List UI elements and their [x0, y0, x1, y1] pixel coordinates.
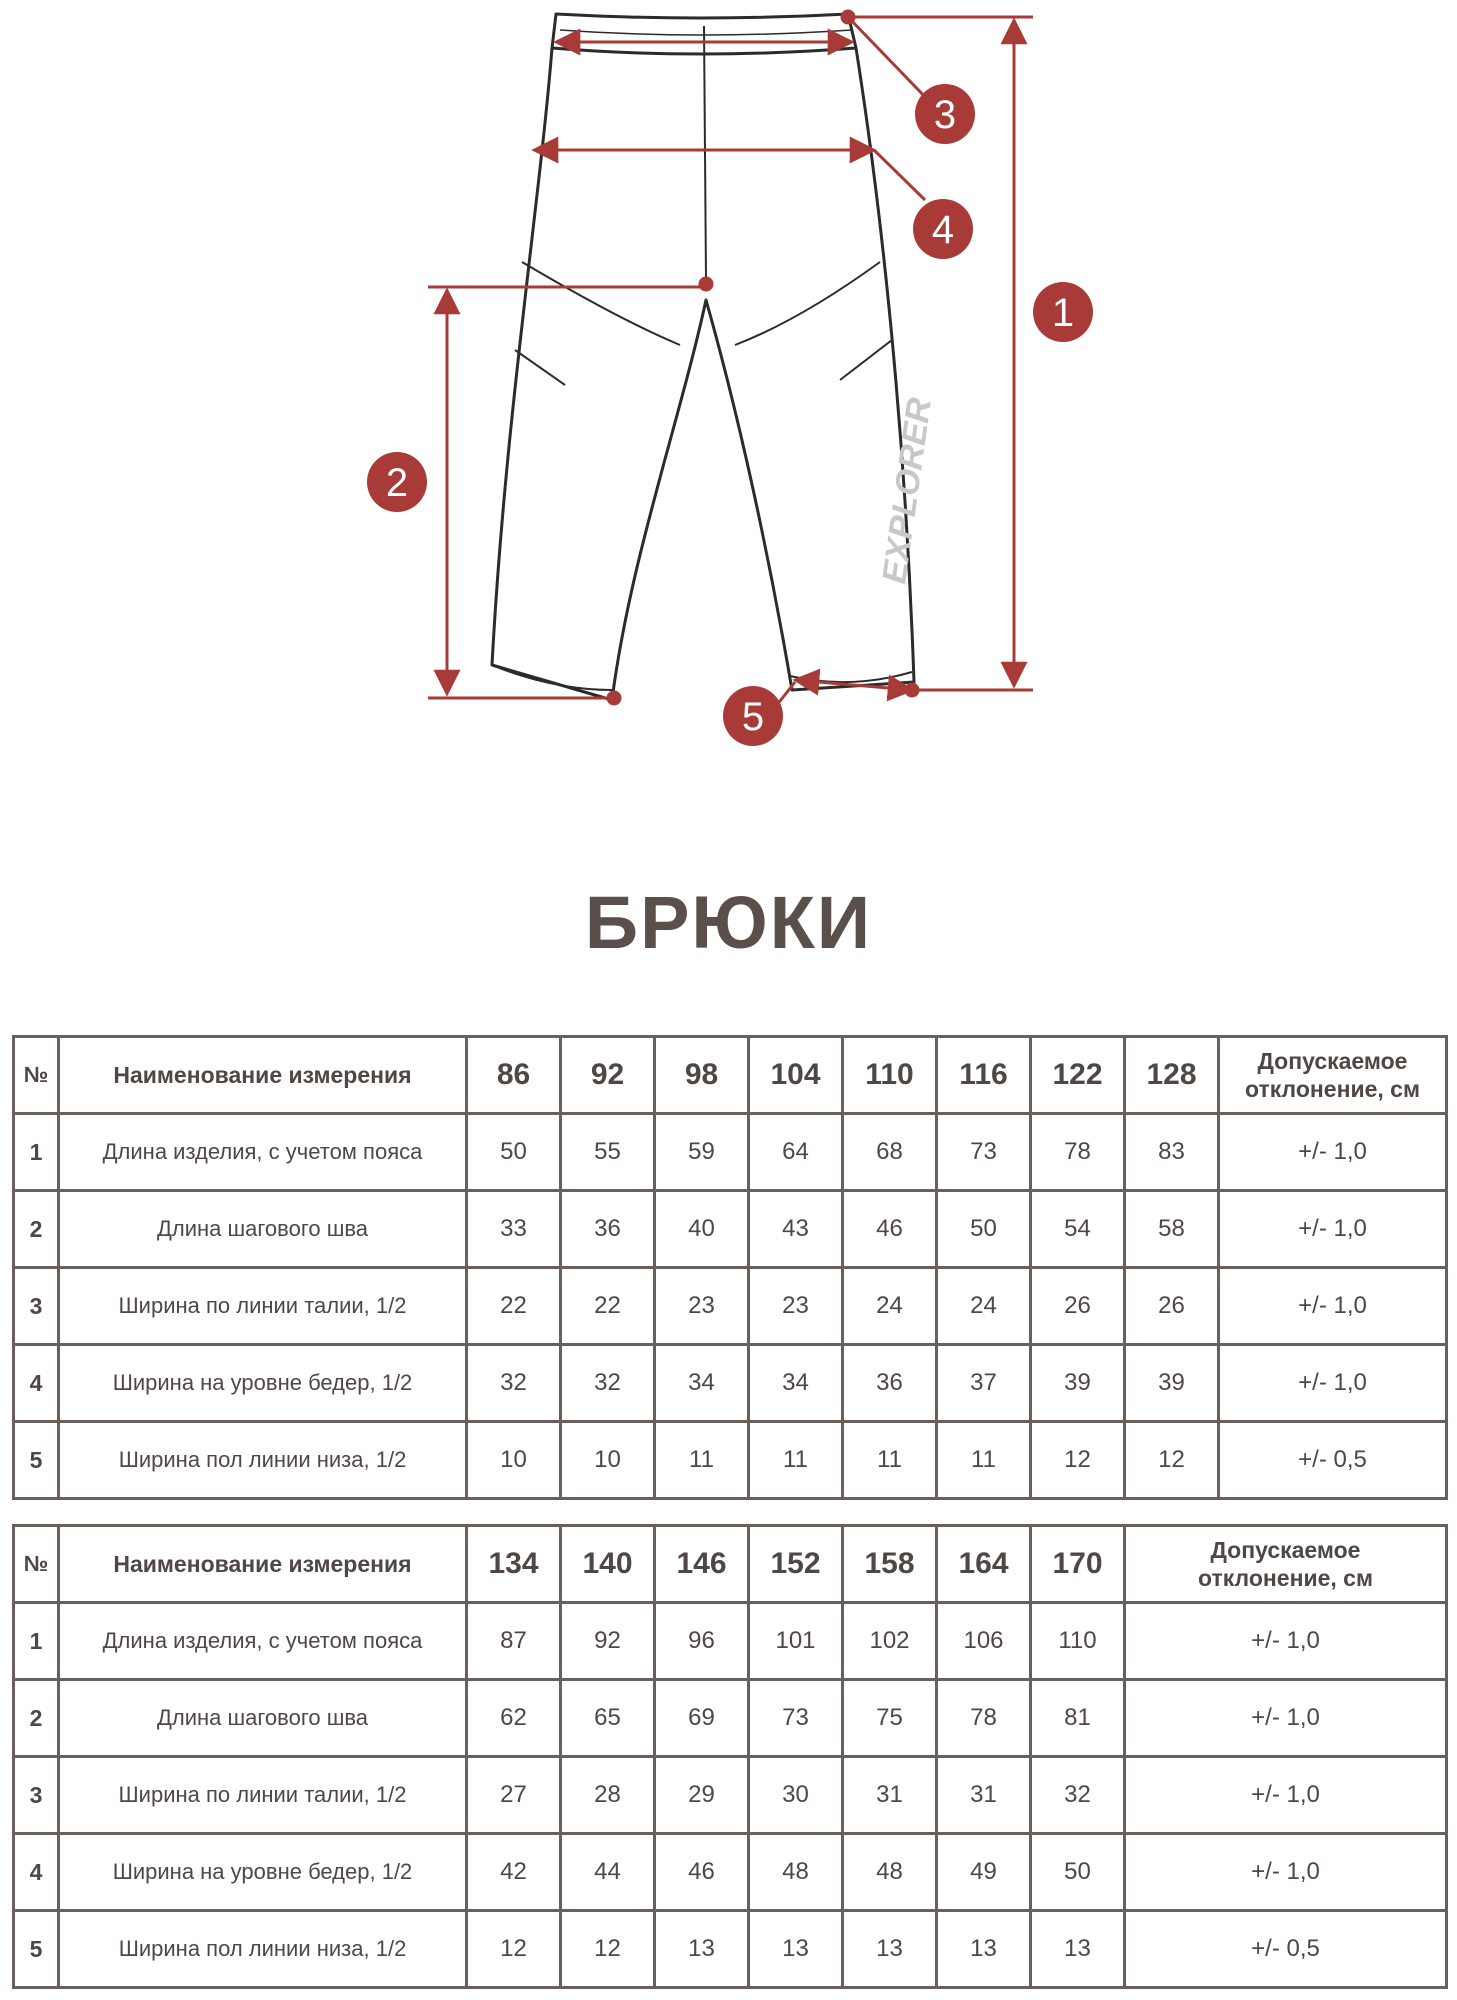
header-size: 110 [843, 1037, 937, 1114]
row-number: 5 [14, 1911, 59, 1988]
table-row [14, 1345, 1447, 1422]
measurement-name: Ширина пол линии низа, 1/2 [59, 1911, 467, 1988]
measurement-value: 28 [561, 1757, 655, 1834]
header-size: 140 [561, 1526, 655, 1603]
trousers-measurement-diagram [0, 0, 1457, 780]
table-header-row [14, 1526, 1447, 1603]
row-number: 5 [14, 1422, 59, 1499]
header-size: 128 [1125, 1037, 1219, 1114]
measurement-value: 29 [655, 1757, 749, 1834]
measurement-name: Ширина на уровне бедер, 1/2 [59, 1834, 467, 1911]
svg-text:3: 3 [933, 93, 957, 137]
measurement-value: 13 [843, 1911, 937, 1988]
measurement-value: 55 [561, 1114, 655, 1191]
measurement-value: 54 [1031, 1191, 1125, 1268]
measurement-value: 26 [1031, 1268, 1125, 1345]
measurement-value: 12 [1031, 1422, 1125, 1499]
tolerance-value: +/- 1,0 [1125, 1680, 1447, 1757]
measurement-value: 68 [843, 1114, 937, 1191]
table-row [14, 1603, 1447, 1680]
header-number: № [14, 1526, 59, 1603]
measurement-name: Длина шагового шва [59, 1191, 467, 1268]
measurement-value: 73 [937, 1114, 1031, 1191]
tolerance-value: +/- 1,0 [1219, 1191, 1447, 1268]
measurement-value: 11 [749, 1422, 843, 1499]
header-size: 104 [749, 1037, 843, 1114]
measurement-value: 27 [467, 1757, 561, 1834]
measurement-value: 23 [749, 1268, 843, 1345]
measurement-value: 32 [467, 1345, 561, 1422]
measurement-value: 10 [467, 1422, 561, 1499]
svg-text:4: 4 [931, 208, 955, 252]
measurement-value: 58 [1125, 1191, 1219, 1268]
size-table-large [12, 1524, 1448, 1989]
measurement-value: 50 [467, 1114, 561, 1191]
table-row [14, 1911, 1447, 1988]
measurement-value: 31 [937, 1757, 1031, 1834]
measurement-value: 12 [1125, 1422, 1219, 1499]
measurement-value: 106 [937, 1603, 1031, 1680]
measurement-value: 59 [655, 1114, 749, 1191]
measurement-value: 44 [561, 1834, 655, 1911]
measurement-value: 83 [1125, 1114, 1219, 1191]
measurement-value: 43 [749, 1191, 843, 1268]
measurement-name: Ширина по линии талии, 1/2 [59, 1268, 467, 1345]
svg-text:5: 5 [741, 695, 765, 739]
measurement-value: 92 [561, 1603, 655, 1680]
measurement-value: 11 [937, 1422, 1031, 1499]
tolerance-value: +/- 0,5 [1125, 1911, 1447, 1988]
measurement-name: Ширина по линии талии, 1/2 [59, 1757, 467, 1834]
trousers-drawing [492, 14, 914, 700]
tolerance-value: +/- 1,0 [1219, 1345, 1447, 1422]
header-size: 92 [561, 1037, 655, 1114]
measurement-value: 31 [843, 1757, 937, 1834]
badge-3 [915, 84, 975, 144]
measurement-value: 33 [467, 1191, 561, 1268]
measurement-name: Ширина на уровне бедер, 1/2 [59, 1345, 467, 1422]
row-number: 4 [14, 1834, 59, 1911]
measurement-value: 22 [467, 1268, 561, 1345]
measurement-value: 48 [843, 1834, 937, 1911]
badge-4 [913, 199, 973, 259]
measurement-value: 36 [843, 1345, 937, 1422]
header-number: № [14, 1037, 59, 1114]
header-size: 152 [749, 1526, 843, 1603]
svg-text:2: 2 [385, 461, 409, 505]
badge-1 [1033, 282, 1093, 342]
tolerance-value: +/- 1,0 [1125, 1603, 1447, 1680]
table-row [14, 1757, 1447, 1834]
table-row [14, 1834, 1447, 1911]
table-row [14, 1422, 1447, 1499]
row-number: 2 [14, 1680, 59, 1757]
header-size: 164 [937, 1526, 1031, 1603]
measurement-value: 23 [655, 1268, 749, 1345]
measurement-value: 75 [843, 1680, 937, 1757]
measurement-value: 34 [749, 1345, 843, 1422]
measurement-value: 36 [561, 1191, 655, 1268]
measurement-value: 42 [467, 1834, 561, 1911]
measurement-name: Длина изделия, с учетом пояса [59, 1114, 467, 1191]
badge-2 [367, 452, 427, 512]
tolerance-value: +/- 1,0 [1219, 1114, 1447, 1191]
measurement-value: 22 [561, 1268, 655, 1345]
measurement-value: 50 [1031, 1834, 1125, 1911]
measurement-value: 11 [843, 1422, 937, 1499]
table-row [14, 1191, 1447, 1268]
page-title: БРЮКИ [584, 881, 873, 964]
header-size: 146 [655, 1526, 749, 1603]
measurement-value: 39 [1125, 1345, 1219, 1422]
measurement-value: 96 [655, 1603, 749, 1680]
measurement-value: 40 [655, 1191, 749, 1268]
measurement-value: 62 [467, 1680, 561, 1757]
measurement-name: Длина шагового шва [59, 1680, 467, 1757]
header-size: 116 [937, 1037, 1031, 1114]
tolerance-value: +/- 0,5 [1219, 1422, 1447, 1499]
row-number: 4 [14, 1345, 59, 1422]
measurement-value: 69 [655, 1680, 749, 1757]
header-size: 122 [1031, 1037, 1125, 1114]
measurement-value: 46 [843, 1191, 937, 1268]
header-size: 170 [1031, 1526, 1125, 1603]
table-row [14, 1114, 1447, 1191]
tolerance-value: +/- 1,0 [1125, 1757, 1447, 1834]
measurement-value: 64 [749, 1114, 843, 1191]
table-row [14, 1680, 1447, 1757]
measurement-value: 101 [749, 1603, 843, 1680]
measurement-value: 30 [749, 1757, 843, 1834]
header-size: 86 [467, 1037, 561, 1114]
measurement-value: 34 [655, 1345, 749, 1422]
brand-print: EXPLORER [875, 395, 939, 587]
measurement-value: 13 [937, 1911, 1031, 1988]
measurement-value: 81 [1031, 1680, 1125, 1757]
measurement-value: 12 [467, 1911, 561, 1988]
measurement-value: 13 [655, 1911, 749, 1988]
row-number: 3 [14, 1757, 59, 1834]
measurement-value: 65 [561, 1680, 655, 1757]
table-row [14, 1268, 1447, 1345]
header-measurement-name: Наименование измерения [59, 1526, 467, 1603]
badge-5 [723, 686, 783, 746]
measurement-value: 87 [467, 1603, 561, 1680]
row-number: 2 [14, 1191, 59, 1268]
measurement-value: 11 [655, 1422, 749, 1499]
measurement-value: 13 [1031, 1911, 1125, 1988]
tolerance-value: +/- 1,0 [1219, 1268, 1447, 1345]
measurement-value: 39 [1031, 1345, 1125, 1422]
table-header-row [14, 1037, 1447, 1114]
measurement-value: 102 [843, 1603, 937, 1680]
measurement-value: 12 [561, 1911, 655, 1988]
tolerance-value: +/- 1,0 [1125, 1834, 1447, 1911]
measurement-value: 48 [749, 1834, 843, 1911]
row-number: 1 [14, 1603, 59, 1680]
measurement-value: 10 [561, 1422, 655, 1499]
measurement-value: 24 [937, 1268, 1031, 1345]
measurement-name: Длина изделия, с учетом пояса [59, 1603, 467, 1680]
measurement-value: 13 [749, 1911, 843, 1988]
measurement-value: 37 [937, 1345, 1031, 1422]
measurement-value: 50 [937, 1191, 1031, 1268]
header-size: 98 [655, 1037, 749, 1114]
measurement-value: 78 [937, 1680, 1031, 1757]
svg-text:1: 1 [1051, 291, 1075, 335]
measurement-value: 32 [561, 1345, 655, 1422]
header-size: 134 [467, 1526, 561, 1603]
measurement-name: Ширина пол линии низа, 1/2 [59, 1422, 467, 1499]
header-tolerance: Допускаемое отклонение, см [1125, 1526, 1447, 1603]
measurement-value: 73 [749, 1680, 843, 1757]
header-tolerance: Допускаемое отклонение, см [1219, 1037, 1447, 1114]
measurement-value: 26 [1125, 1268, 1219, 1345]
size-table-small [12, 1035, 1448, 1500]
measurement-value: 32 [1031, 1757, 1125, 1834]
measurement-value: 110 [1031, 1603, 1125, 1680]
measurement-value: 49 [937, 1834, 1031, 1911]
row-number: 1 [14, 1114, 59, 1191]
measurement-value: 78 [1031, 1114, 1125, 1191]
measurement-value: 24 [843, 1268, 937, 1345]
row-number: 3 [14, 1268, 59, 1345]
header-measurement-name: Наименование измерения [59, 1037, 467, 1114]
header-size: 158 [843, 1526, 937, 1603]
measurement-value: 46 [655, 1834, 749, 1911]
